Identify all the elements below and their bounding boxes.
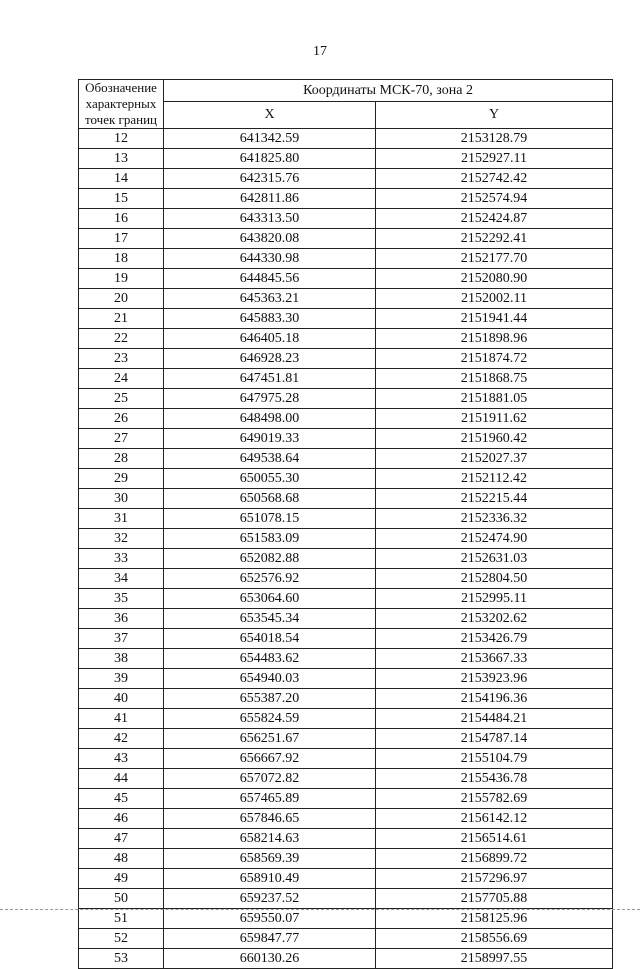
y-coordinate-cell: 2151911.62 xyxy=(376,409,613,429)
point-cell: 29 xyxy=(79,469,164,489)
table-row xyxy=(79,849,613,869)
y-coordinate-cell: 2155436.78 xyxy=(376,769,613,789)
point-cell: 39 xyxy=(79,669,164,689)
point-cell: 16 xyxy=(79,209,164,229)
x-coordinate-cell: 658214.63 xyxy=(164,829,376,849)
point-cell: 21 xyxy=(79,309,164,329)
table-row xyxy=(79,189,613,209)
x-coordinate-cell: 642811.86 xyxy=(164,189,376,209)
point-cell: 43 xyxy=(79,749,164,769)
point-cell: 30 xyxy=(79,489,164,509)
table-row xyxy=(79,689,613,709)
point-cell: 33 xyxy=(79,549,164,569)
y-coordinate-cell: 2155782.69 xyxy=(376,789,613,809)
x-coordinate-cell: 653064.60 xyxy=(164,589,376,609)
x-coordinate-cell: 641825.80 xyxy=(164,149,376,169)
x-coordinate-cell: 657072.82 xyxy=(164,769,376,789)
point-cell: 46 xyxy=(79,809,164,829)
point-cell: 14 xyxy=(79,169,164,189)
x-coordinate-cell: 657846.65 xyxy=(164,809,376,829)
y-coordinate-cell: 2152292.41 xyxy=(376,229,613,249)
y-coordinate-cell: 2151868.75 xyxy=(376,369,613,389)
table-row xyxy=(79,789,613,809)
y-coordinate-cell: 2151941.44 xyxy=(376,309,613,329)
x-coordinate-cell: 651583.09 xyxy=(164,529,376,549)
y-coordinate-cell: 2156899.72 xyxy=(376,849,613,869)
y-coordinate-cell: 2156514.61 xyxy=(376,829,613,849)
table-body xyxy=(79,129,613,969)
table-row xyxy=(79,229,613,249)
x-coordinate-cell: 643313.50 xyxy=(164,209,376,229)
point-cell: 13 xyxy=(79,149,164,169)
y-coordinate-cell: 2151874.72 xyxy=(376,349,613,369)
table-row xyxy=(79,549,613,569)
table-row xyxy=(79,869,613,889)
x-coordinate-cell: 656251.67 xyxy=(164,729,376,749)
table-row xyxy=(79,829,613,849)
y-coordinate-cell: 2153128.79 xyxy=(376,129,613,149)
point-cell: 42 xyxy=(79,729,164,749)
point-cell: 53 xyxy=(79,949,164,969)
point-cell: 23 xyxy=(79,349,164,369)
x-coordinate-cell: 653545.34 xyxy=(164,609,376,629)
y-coordinate-cell: 2152080.90 xyxy=(376,269,613,289)
y-coordinate-cell: 2155104.79 xyxy=(376,749,613,769)
y-coordinate-cell: 2158997.55 xyxy=(376,949,613,969)
point-cell: 31 xyxy=(79,509,164,529)
x-coordinate-cell: 660130.26 xyxy=(164,949,376,969)
point-cell: 52 xyxy=(79,929,164,949)
x-coordinate-cell: 659237.52 xyxy=(164,889,376,909)
table-row xyxy=(79,129,613,149)
x-coordinate-cell: 646405.18 xyxy=(164,329,376,349)
y-coordinate-cell: 2152574.94 xyxy=(376,189,613,209)
table-row xyxy=(79,389,613,409)
x-coordinate-cell: 646928.23 xyxy=(164,349,376,369)
point-cell: 49 xyxy=(79,869,164,889)
table-row xyxy=(79,809,613,829)
x-coordinate-cell: 659550.07 xyxy=(164,909,376,929)
table-header-row xyxy=(79,80,613,102)
y-coordinate-cell: 2156142.12 xyxy=(376,809,613,829)
y-coordinate-cell: 2158125.96 xyxy=(376,909,613,929)
table-row xyxy=(79,629,613,649)
y-coordinate-cell: 2152927.11 xyxy=(376,149,613,169)
x-coordinate-cell: 649538.64 xyxy=(164,449,376,469)
table-row xyxy=(79,489,613,509)
table-row xyxy=(79,349,613,369)
x-coordinate-cell: 654940.03 xyxy=(164,669,376,689)
point-cell: 47 xyxy=(79,829,164,849)
y-coordinate-cell: 2154196.36 xyxy=(376,689,613,709)
point-cell: 24 xyxy=(79,369,164,389)
table-row xyxy=(79,929,613,949)
point-cell: 40 xyxy=(79,689,164,709)
point-cell: 19 xyxy=(79,269,164,289)
x-coordinate-cell: 655824.59 xyxy=(164,709,376,729)
point-cell: 27 xyxy=(79,429,164,449)
point-cell: 12 xyxy=(79,129,164,149)
table-row xyxy=(79,749,613,769)
x-coordinate-cell: 644330.98 xyxy=(164,249,376,269)
x-coordinate-cell: 658569.39 xyxy=(164,849,376,869)
y-coordinate-cell: 2153202.62 xyxy=(376,609,613,629)
x-coordinate-cell: 643820.08 xyxy=(164,229,376,249)
point-cell: 32 xyxy=(79,529,164,549)
x-coordinate-cell: 654483.62 xyxy=(164,649,376,669)
y-coordinate-cell: 2152742.42 xyxy=(376,169,613,189)
y-coordinate-cell: 2152336.32 xyxy=(376,509,613,529)
y-coordinate-cell: 2152631.03 xyxy=(376,549,613,569)
table-row xyxy=(79,569,613,589)
point-cell: 41 xyxy=(79,709,164,729)
table-row xyxy=(79,769,613,789)
point-cell: 50 xyxy=(79,889,164,909)
table-row xyxy=(79,649,613,669)
x-coordinate-cell: 650055.30 xyxy=(164,469,376,489)
y-coordinate-cell: 2153667.33 xyxy=(376,649,613,669)
table-row xyxy=(79,409,613,429)
y-coordinate-cell: 2152995.11 xyxy=(376,589,613,609)
point-cell: 18 xyxy=(79,249,164,269)
table-row xyxy=(79,589,613,609)
scan-edge-divider xyxy=(0,909,640,911)
table-row xyxy=(79,429,613,449)
x-coordinate-cell: 642315.76 xyxy=(164,169,376,189)
x-coordinate-cell: 651078.15 xyxy=(164,509,376,529)
point-column-header: Обозначение характерных точек границ xyxy=(79,80,164,129)
x-coordinate-cell: 647975.28 xyxy=(164,389,376,409)
table-row xyxy=(79,269,613,289)
x-coordinate-cell: 645363.21 xyxy=(164,289,376,309)
x-column-header: X xyxy=(164,102,376,129)
x-coordinate-cell: 641342.59 xyxy=(164,129,376,149)
y-coordinate-cell: 2152215.44 xyxy=(376,489,613,509)
page-number: 17 xyxy=(313,44,327,59)
y-coordinate-cell: 2157296.97 xyxy=(376,869,613,889)
point-cell: 28 xyxy=(79,449,164,469)
x-coordinate-cell: 656667.92 xyxy=(164,749,376,769)
table-row xyxy=(79,149,613,169)
y-coordinate-cell: 2153923.96 xyxy=(376,669,613,689)
table-row xyxy=(79,209,613,229)
y-column-header: Y xyxy=(376,102,613,129)
point-cell: 35 xyxy=(79,589,164,609)
point-cell: 37 xyxy=(79,629,164,649)
x-coordinate-cell: 659847.77 xyxy=(164,929,376,949)
table-row xyxy=(79,509,613,529)
y-coordinate-cell: 2153426.79 xyxy=(376,629,613,649)
table-row xyxy=(79,329,613,349)
x-coordinate-cell: 652576.92 xyxy=(164,569,376,589)
table-row xyxy=(79,309,613,329)
x-coordinate-cell: 645883.30 xyxy=(164,309,376,329)
y-coordinate-cell: 2151898.96 xyxy=(376,329,613,349)
y-coordinate-cell: 2152424.87 xyxy=(376,209,613,229)
x-coordinate-cell: 648498.00 xyxy=(164,409,376,429)
coordinates-table xyxy=(78,79,613,969)
point-cell: 48 xyxy=(79,849,164,869)
x-coordinate-cell: 652082.88 xyxy=(164,549,376,569)
table-row xyxy=(79,529,613,549)
y-coordinate-cell: 2158556.69 xyxy=(376,929,613,949)
x-coordinate-cell: 658910.49 xyxy=(164,869,376,889)
x-coordinate-cell: 650568.68 xyxy=(164,489,376,509)
table-row xyxy=(79,469,613,489)
table-row xyxy=(79,669,613,689)
y-coordinate-cell: 2152002.11 xyxy=(376,289,613,309)
point-cell: 36 xyxy=(79,609,164,629)
y-coordinate-cell: 2157705.88 xyxy=(376,889,613,909)
x-coordinate-cell: 657465.89 xyxy=(164,789,376,809)
table-row xyxy=(79,709,613,729)
point-cell: 51 xyxy=(79,909,164,929)
y-coordinate-cell: 2151960.42 xyxy=(376,429,613,449)
x-coordinate-cell: 649019.33 xyxy=(164,429,376,449)
y-coordinate-cell: 2151881.05 xyxy=(376,389,613,409)
point-cell: 20 xyxy=(79,289,164,309)
y-coordinate-cell: 2152177.70 xyxy=(376,249,613,269)
table-row xyxy=(79,889,613,909)
x-coordinate-cell: 647451.81 xyxy=(164,369,376,389)
table-row xyxy=(79,949,613,969)
point-cell: 22 xyxy=(79,329,164,349)
point-cell: 25 xyxy=(79,389,164,409)
point-cell: 17 xyxy=(79,229,164,249)
y-coordinate-cell: 2152804.50 xyxy=(376,569,613,589)
y-coordinate-cell: 2154787.14 xyxy=(376,729,613,749)
table-row xyxy=(79,369,613,389)
table-row xyxy=(79,249,613,269)
point-cell: 45 xyxy=(79,789,164,809)
y-coordinate-cell: 2152112.42 xyxy=(376,469,613,489)
table-row xyxy=(79,609,613,629)
x-coordinate-cell: 654018.54 xyxy=(164,629,376,649)
point-cell: 44 xyxy=(79,769,164,789)
y-coordinate-cell: 2154484.21 xyxy=(376,709,613,729)
point-cell: 26 xyxy=(79,409,164,429)
coordinates-header: Координаты МСК-70, зона 2 xyxy=(164,80,613,102)
table-row xyxy=(79,289,613,309)
point-cell: 34 xyxy=(79,569,164,589)
point-cell: 15 xyxy=(79,189,164,209)
table-row xyxy=(79,729,613,749)
x-coordinate-cell: 644845.56 xyxy=(164,269,376,289)
table-row xyxy=(79,449,613,469)
table-row xyxy=(79,169,613,189)
x-coordinate-cell: 655387.20 xyxy=(164,689,376,709)
point-cell: 38 xyxy=(79,649,164,669)
y-coordinate-cell: 2152474.90 xyxy=(376,529,613,549)
y-coordinate-cell: 2152027.37 xyxy=(376,449,613,469)
